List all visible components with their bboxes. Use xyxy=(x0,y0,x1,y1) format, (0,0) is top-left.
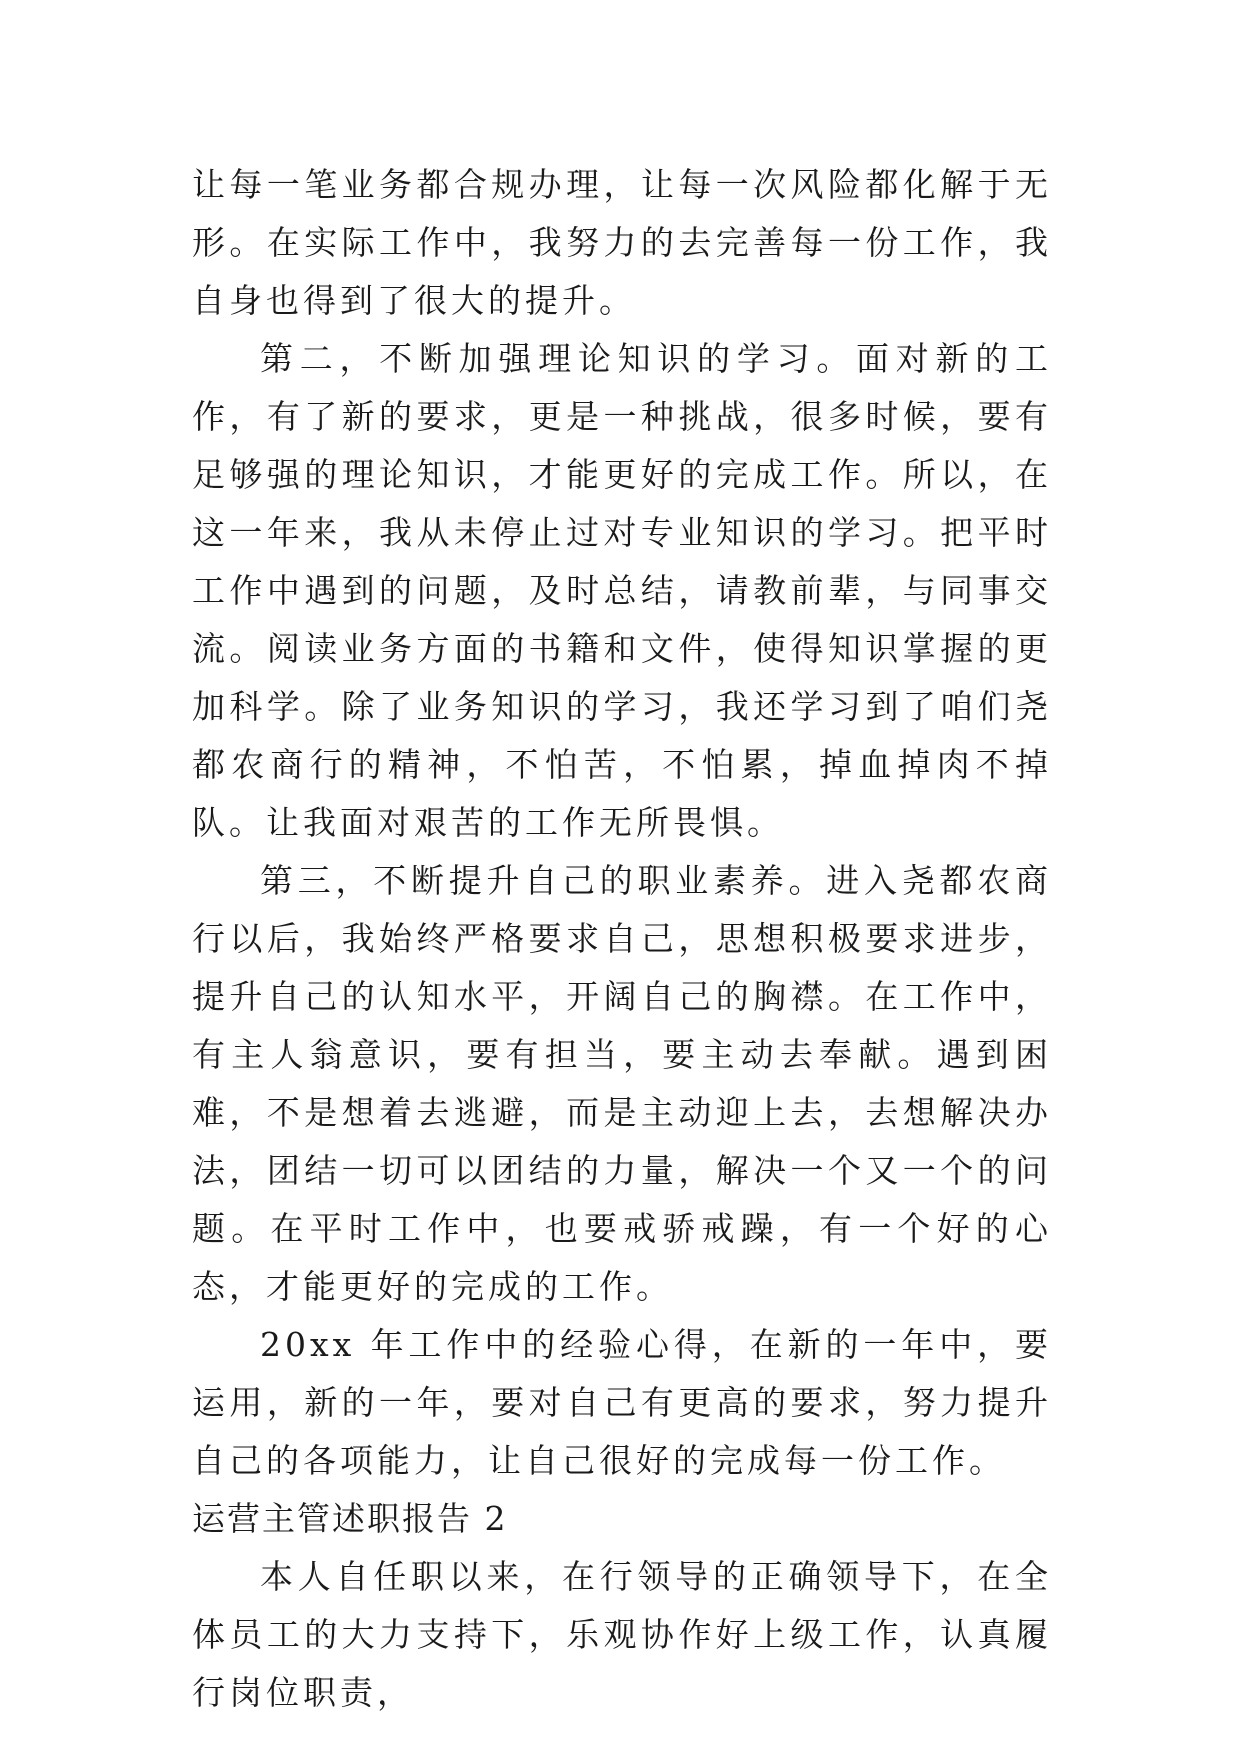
document-body xyxy=(192,156,1052,1722)
paragraph-summary: 20xx 年工作中的经验心得，在新的一年中，要运用，新的一年，要对自己有更高的要求，努力提升自己的各项能力，让自己很好的完成每一份工作。 xyxy=(192,1325,1052,1480)
paragraph-third-point: 第三，不断提升自己的职业素养。进入尧都农商行以后，我始终严格要求自己，思想积极要求进步，提升自己的认知水平，开阔自己的胸襟。在工作中，有主人翁意识，要有担当，要主动去奉献。遇到困难，不是想着去逃避，而是主动迎上去，去想解决办法，团结一切可以团结的力量，解决一个又一个的问题。在平时工作中，也要戒骄戒躁，有一个好的心态，才能更好的完成的工作。 xyxy=(192,861,1052,1306)
paragraph-report-intro: 本人自任职以来，在行领导的正确领导下，在全体员工的大力支持下，乐观协作好上级工作，认真履行岗位职责， xyxy=(192,1557,1052,1712)
paragraph-second-point: 第二，不断加强理论知识的学习。面对新的工作，有了新的要求，更是一种挑战，很多时候，要有足够强的理论知识，才能更好的完成工作。所以，在这一年来，我从未停止过对专业知识的学习。把平时工作中遇到的问题，及时总结，请教前辈，与同事交流。阅读业务方面的书籍和文件，使得知识掌握的更加科学。除了业务知识的学习，我还学习到了咱们尧都农商行的精神，不怕苦，不怕累，掉血掉肉不掉队。让我面对艰苦的工作无所畏惧。 xyxy=(192,339,1052,842)
section-heading: 运营主管述职报告 2 xyxy=(192,1499,508,1538)
paragraph-continuation: 让每一笔业务都合规办理，让每一次风险都化解于无形。在实际工作中，我努力的去完善每一份工作，我自身也得到了很大的提升。 xyxy=(192,165,1052,320)
